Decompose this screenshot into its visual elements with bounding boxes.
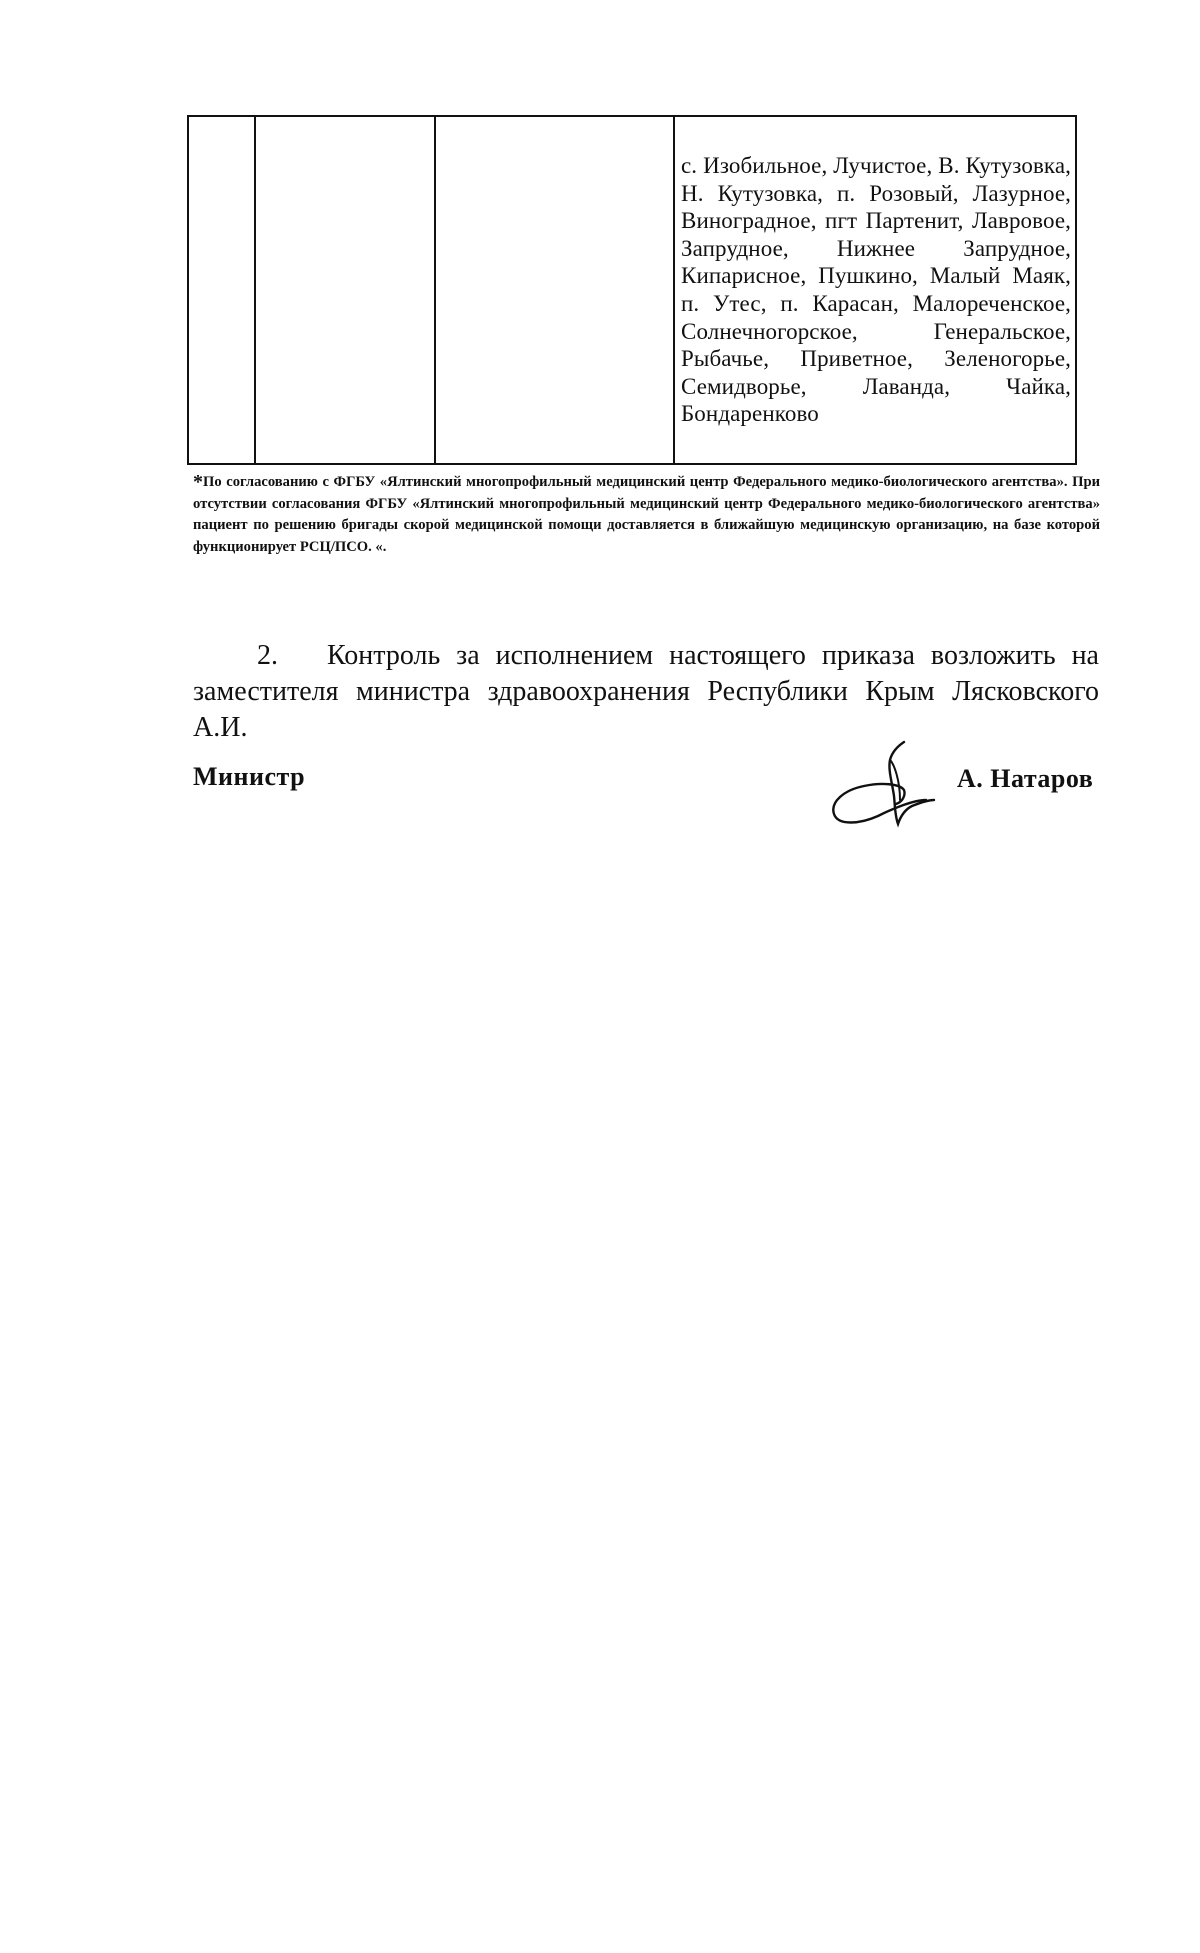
position-title: Министр	[193, 762, 306, 791]
footnote-text: По согласованию с ФГБУ «Ялтинский многопрофильный медицинский центр Федерального медико-биологического агентства». При отсутствии согласования ФГБУ «Ялтинский многопрофильный медицинский центр Федерального медико-биологического агентства» пациент по решению бригады скорой медицинской помощи доставляется в ближайшую медицинскую организацию, на базе которой функционирует РСЦ/ПСО. «.	[193, 474, 1100, 555]
paragraph-text: Контроль за исполнением настоящего приказа возложить на заместителя министра здравоохранения Республики Крым Лясковского А.И.	[193, 640, 1099, 743]
paragraph-2	[193, 638, 1099, 746]
table-cell-district	[255, 116, 435, 464]
table-row	[188, 116, 1076, 464]
signer-name: А. Натаров	[957, 764, 1094, 793]
table-cell-organization	[435, 116, 674, 464]
settlements-list: с. Изобильное, Лучистое, В. Кутузовка, Н. Кутузовка, п. Розовый, Лазурное, Виноградное, пгт Партенит, Лавровое, Запрудное, Нижнее Запрудное, Кипарисное, Пушкино, Малый Маяк, п. Утес, п. Карасан, Малореченское, Солнечногорское, Генеральское, Рыбачье, Привeтное, Зеленогорье, Семидворье, Лаванда, Чайка, Бондаренково	[681, 153, 1071, 427]
table-cell-settlements	[674, 116, 1076, 464]
paragraph-number: 2.	[257, 640, 278, 671]
footnote-marker: *	[193, 471, 203, 493]
settlements-table	[187, 115, 1077, 465]
handwritten-signature	[828, 740, 938, 830]
footnote	[193, 472, 1100, 558]
table-cell-number	[188, 116, 255, 464]
